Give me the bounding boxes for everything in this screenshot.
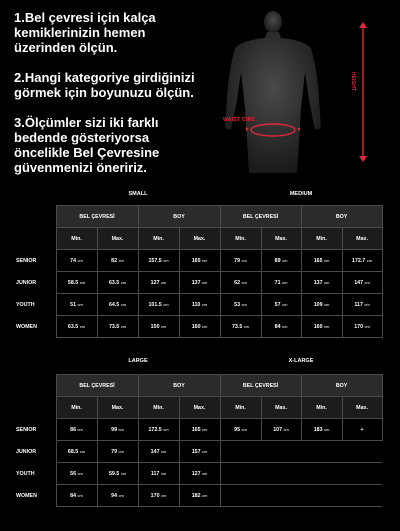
table-cell: [179, 463, 220, 485]
table-cell: [179, 272, 220, 294]
table-row: [14, 316, 382, 338]
table-cell: [97, 419, 138, 441]
table-cell: [301, 485, 342, 507]
table-cell: [342, 441, 382, 463]
table-cell: [301, 419, 342, 441]
table-cell: [342, 485, 382, 507]
cell-unit: cm: [202, 279, 208, 285]
cell-unit: cm: [118, 257, 124, 263]
cell-value: 110: [191, 301, 201, 308]
waist-circ-label: WAIST CIRC.: [223, 117, 258, 123]
instructions-hero: [0, 0, 400, 180]
cell-value: 86: [70, 426, 77, 433]
table-cell: [261, 316, 301, 338]
cell-unit: cm: [324, 257, 330, 263]
table-body-large-xlarge: [14, 419, 382, 507]
table-cell: [261, 294, 301, 316]
col-height-medium: BOY: [301, 206, 382, 228]
cell-value: 58.5: [67, 279, 79, 286]
table-cell: [138, 441, 179, 463]
col-waist-medium: BEL ÇEVRESİ: [220, 206, 301, 228]
cell-unit: cm: [364, 279, 370, 285]
cell-value: 63.5: [108, 279, 120, 286]
table-cell: [301, 316, 342, 338]
table-row: [14, 441, 382, 463]
row-label: SENIOR: [16, 426, 37, 433]
table-cell: [220, 441, 261, 463]
cell-value: 57: [274, 301, 281, 308]
table-cell: [261, 272, 301, 294]
col-waist-xlarge: BEL ÇEVRESİ: [220, 375, 301, 397]
cell-unit: cm: [364, 323, 370, 329]
instruction-3-line-1: 3.Ölçümler sizi iki farklı: [14, 115, 159, 130]
table-cell: [97, 272, 138, 294]
col-height-large: BOY: [138, 375, 220, 397]
cell-value: 172.7: [352, 257, 366, 264]
table-body-small-medium: [14, 250, 382, 338]
size-table-small-medium: [14, 205, 383, 338]
cell-unit: cm: [118, 448, 124, 454]
cell-unit: cm: [118, 492, 124, 498]
cell-value: 165: [313, 257, 323, 264]
cell-unit: cm: [201, 301, 208, 307]
size-medium-heading: MEDIUM: [289, 191, 313, 197]
table-cell: [56, 272, 97, 294]
table-cell: [179, 441, 220, 463]
table-cell: [220, 294, 261, 316]
cell-value: 101.5: [148, 301, 162, 308]
cell-value: 127: [150, 279, 160, 286]
cell-value: 68.5: [67, 448, 79, 455]
row-label: WOMEN: [16, 492, 37, 499]
row-label: YOUTH: [16, 470, 35, 477]
cell-value: 147: [354, 279, 364, 286]
table-row: [14, 485, 382, 507]
cell-unit: cm: [77, 301, 83, 307]
cell-unit: cm: [79, 323, 86, 329]
cell-value: 95: [234, 426, 241, 433]
cell-value: 117: [354, 301, 363, 308]
instruction-1-line-3: üzerinden ölçün.: [14, 40, 118, 55]
cell-value: 56: [70, 470, 77, 477]
cell-value: 157: [191, 448, 201, 455]
cell-unit: cm: [202, 257, 208, 263]
subheader-max: Max.: [97, 397, 138, 419]
table-cell: [179, 250, 220, 272]
cell-unit: cm: [366, 257, 373, 263]
cell-value: 84: [70, 492, 77, 499]
instruction-2: [14, 70, 195, 100]
table-cell: [301, 441, 342, 463]
table-cell: [56, 250, 97, 272]
cell-value: 82: [111, 257, 118, 264]
cell-value: +: [360, 426, 364, 433]
table-group-header-row: [14, 375, 382, 397]
table-row: [14, 294, 382, 316]
table-group-header-row: [14, 206, 382, 228]
cell-unit: cm: [283, 426, 289, 432]
size-large-heading: LARGE: [128, 358, 148, 364]
cell-unit: cm: [324, 426, 330, 432]
table-cell: [56, 294, 97, 316]
cell-unit: cm: [324, 301, 330, 307]
table-cell: [138, 463, 179, 485]
cell-unit: cm: [163, 426, 169, 432]
subheader-min: Min.: [56, 228, 97, 250]
cell-unit: cm: [77, 492, 83, 498]
cell-unit: cm: [241, 257, 247, 263]
instruction-3-line-3: öncelikle Bel Çevresine: [14, 145, 160, 160]
instruction-2-line-2: görmek için boyunuzu ölçün.: [14, 85, 194, 100]
subheader-max: Max.: [342, 397, 382, 419]
cell-unit: cm: [282, 301, 288, 307]
cell-unit: cm: [79, 448, 86, 454]
table-cell: [220, 463, 261, 485]
cell-value: 73.5: [231, 323, 243, 330]
cell-value: 89: [274, 257, 281, 264]
subheader-min: Min.: [56, 397, 97, 419]
body-silhouette-figure: [185, 8, 375, 173]
cell-value: 165: [191, 257, 201, 264]
subheader-min: Min.: [220, 397, 261, 419]
table-cell: [179, 294, 220, 316]
cell-unit: cm: [163, 301, 169, 307]
cell-unit: cm: [161, 279, 167, 285]
size-table-large-xlarge: [14, 374, 383, 507]
cell-value: 79: [234, 257, 241, 264]
table-cell: [179, 419, 220, 441]
table-cell: [56, 316, 97, 338]
table-cell: [342, 463, 382, 485]
cell-unit: cm: [364, 301, 370, 307]
cell-value: 127: [191, 470, 201, 477]
cell-value: 170: [354, 323, 364, 330]
subheader-max: Max.: [97, 228, 138, 250]
cell-unit: cm: [202, 426, 208, 432]
cell-value: 170: [150, 492, 160, 499]
table-cell: [301, 463, 342, 485]
table-cell: [138, 485, 179, 507]
cell-unit: cm: [282, 257, 288, 263]
row-label: JUNIOR: [16, 279, 37, 286]
table-cell: [138, 419, 179, 441]
table-cell: [301, 250, 342, 272]
cell-value: 64.5: [108, 301, 120, 308]
height-label: HEIGHT: [350, 72, 356, 91]
subheader-min: Min.: [301, 228, 342, 250]
subheader-max: Max.: [179, 397, 220, 419]
row-label: SENIOR: [16, 257, 37, 264]
row-label: YOUTH: [16, 301, 35, 308]
table-cell: [97, 441, 138, 463]
cell-value: 182: [191, 492, 201, 499]
cell-unit: cm: [282, 279, 288, 285]
cell-unit: cm: [324, 323, 330, 329]
subheader-min: Min.: [138, 397, 179, 419]
cell-value: 74: [70, 257, 77, 264]
cell-value: 172.5: [148, 426, 162, 433]
instruction-3-line-4: güvenmenizi öneririz.: [14, 160, 147, 175]
instruction-2-line-1: 2.Hangi kategoriye girdiğinizi: [14, 70, 195, 85]
cell-value: 62: [234, 279, 241, 286]
cell-unit: cm: [202, 470, 208, 476]
table-cell: [342, 250, 382, 272]
table-cell: [342, 419, 382, 441]
table-cell: [56, 463, 97, 485]
cell-unit: cm: [160, 470, 167, 476]
cell-value: 99: [111, 426, 118, 433]
cell-value: 183: [313, 426, 323, 433]
table-cell: [301, 272, 342, 294]
cell-unit: cm: [120, 470, 127, 476]
table-cell: [261, 441, 301, 463]
table-cell: [220, 316, 261, 338]
table-cell: [97, 250, 138, 272]
table-row: [14, 272, 382, 294]
cell-value: 73.5: [108, 323, 120, 330]
cell-value: 107: [273, 426, 283, 433]
cell-unit: cm: [241, 279, 247, 285]
cell-unit: cm: [241, 426, 247, 432]
table-cell: [97, 463, 138, 485]
cell-value: 137: [191, 279, 201, 286]
instruction-1: [14, 10, 156, 55]
col-waist-small: BEL ÇEVRESİ: [56, 206, 138, 228]
cell-unit: cm: [77, 426, 83, 432]
row-label: JUNIOR: [16, 448, 37, 455]
cell-value: 79: [111, 448, 118, 455]
table-cell: [342, 272, 382, 294]
cell-unit: cm: [120, 301, 127, 307]
cell-unit: cm: [77, 470, 83, 476]
cell-value: 84: [274, 323, 281, 330]
table-cell: [261, 250, 301, 272]
cell-unit: cm: [202, 492, 208, 498]
subheader-max: Max.: [179, 228, 220, 250]
body-silhouette: [225, 11, 321, 173]
table-row: [14, 419, 382, 441]
cell-unit: cm: [120, 279, 127, 285]
cell-unit: cm: [120, 323, 127, 329]
subheader-min: Min.: [138, 228, 179, 250]
subheader-min: Min.: [220, 228, 261, 250]
cell-unit: cm: [202, 448, 208, 454]
cell-value: 109: [313, 301, 323, 308]
table-cell: [261, 485, 301, 507]
table-cell: [56, 419, 97, 441]
row-label: WOMEN: [16, 323, 37, 330]
cell-value: 150: [150, 323, 160, 330]
cell-value: 59.5: [108, 470, 120, 477]
instruction-1-line-1: 1.Bel çevresi için kalça: [14, 10, 156, 25]
cell-value: 51: [70, 301, 77, 308]
cell-unit: cm: [161, 492, 167, 498]
subheader-max: Max.: [261, 397, 301, 419]
cell-unit: cm: [282, 323, 288, 329]
cell-unit: cm: [324, 279, 330, 285]
table-cell: [301, 294, 342, 316]
subheader-max: Max.: [342, 228, 382, 250]
size-small-heading: SMALL: [128, 191, 148, 197]
table-cell: [56, 441, 97, 463]
table-cell: [220, 485, 261, 507]
cell-unit: cm: [161, 448, 167, 454]
table-cell: [342, 294, 382, 316]
table-cell: [220, 419, 261, 441]
table-subheader-row: [14, 397, 382, 419]
cell-value: 160: [313, 323, 323, 330]
cell-value: 160: [191, 323, 201, 330]
table-subheader-row: [14, 228, 382, 250]
cell-value: 157.5: [148, 257, 162, 264]
col-height-xlarge: BOY: [301, 375, 382, 397]
size-xlarge-heading: X-LARGE: [288, 358, 314, 364]
cell-unit: cm: [243, 323, 250, 329]
table-cell: [138, 316, 179, 338]
table-row: [14, 250, 382, 272]
col-height-small: BOY: [138, 206, 220, 228]
cell-unit: cm: [79, 279, 86, 285]
table-cell: [138, 294, 179, 316]
instruction-3-line-2: bedende gösteriyorsa: [14, 130, 150, 145]
table-cell: [56, 485, 97, 507]
cell-unit: cm: [77, 257, 83, 263]
table-cell: [179, 316, 220, 338]
table-cell: [220, 272, 261, 294]
table-cell: [138, 272, 179, 294]
table-cell: [261, 419, 301, 441]
instruction-3: [14, 115, 159, 175]
cell-unit: cm: [202, 323, 208, 329]
cell-unit: cm: [241, 301, 247, 307]
table-cell: [97, 485, 138, 507]
height-arrow: [359, 22, 367, 162]
col-waist-large: BEL ÇEVRESİ: [56, 375, 138, 397]
table-cell: [97, 294, 138, 316]
table-cell: [342, 316, 382, 338]
instruction-1-line-2: kemiklerinizin hemen: [14, 25, 146, 40]
table-cell: [138, 250, 179, 272]
table-cell: [179, 485, 220, 507]
cell-value: 53: [234, 301, 241, 308]
cell-value: 165: [191, 426, 201, 433]
cell-value: 71: [274, 279, 281, 286]
cell-unit: cm: [163, 257, 169, 263]
cell-value: 117: [150, 470, 160, 477]
cell-value: 63.5: [67, 323, 79, 330]
subheader-min: Min.: [301, 397, 342, 419]
cell-value: 147: [150, 448, 160, 455]
cell-value: 137: [313, 279, 323, 286]
table-cell: [97, 316, 138, 338]
cell-unit: cm: [118, 426, 124, 432]
table-cell: [220, 250, 261, 272]
cell-unit: cm: [161, 323, 167, 329]
subheader-max: Max.: [261, 228, 301, 250]
table-cell: [261, 463, 301, 485]
cell-value: 94: [111, 492, 118, 499]
table-row: [14, 463, 382, 485]
